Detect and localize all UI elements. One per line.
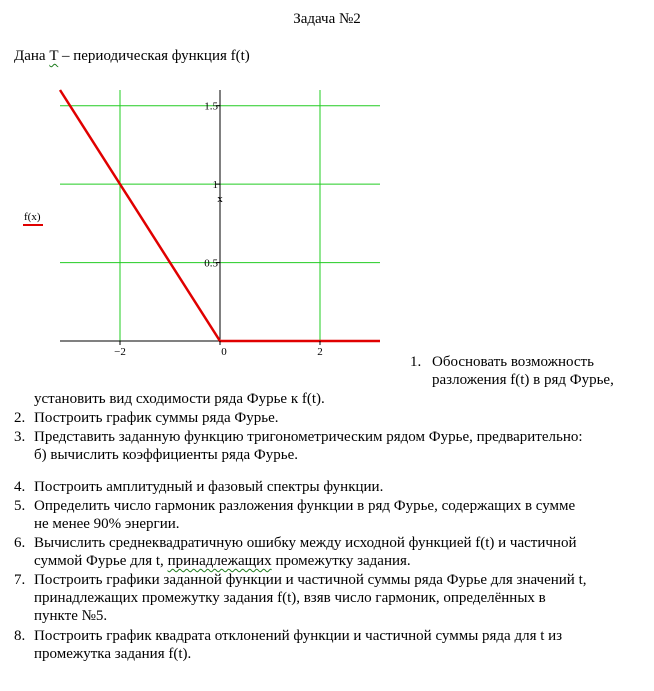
list-item-5-cont <box>34 515 180 533</box>
x-tick-label-0: −2 <box>114 346 126 358</box>
item-number: 1. <box>410 354 422 370</box>
item-text: пункте №5. <box>34 608 108 624</box>
item-text: Обосновать возможность <box>432 354 594 370</box>
list-item-1-cont <box>432 371 614 389</box>
list-item-2 <box>14 409 279 427</box>
list-item-3 <box>14 428 583 446</box>
plot-axes <box>60 90 380 341</box>
list-item-5 <box>14 497 576 515</box>
list-item-7-cont2 <box>34 607 107 625</box>
item-text: б) вычислить коэффициенты ряда Фурье. <box>34 447 299 463</box>
item-number: 2. <box>14 410 26 426</box>
item-number: 8. <box>14 628 26 644</box>
item-number: 6. <box>14 535 26 551</box>
x-tick-label-1: 0 <box>221 346 227 358</box>
list-item-1-cont2 <box>34 390 325 408</box>
list-item-7 <box>14 571 587 589</box>
item-text: Построить график суммы ряда Фурье. <box>34 410 279 426</box>
item-number: 5. <box>14 498 26 514</box>
page-title: Задача №2 <box>293 11 361 27</box>
item-text: Построить амплитудный и фазовый спектры функции. <box>34 479 384 495</box>
y-tick-label-0: 0.5 <box>204 257 218 270</box>
function-plot <box>0 80 400 370</box>
item-text: Представить заданную функцию тригонометрическим рядом Фурье, предварительно: <box>34 429 583 445</box>
item-text: Построить график квадрата отклонений функции и частичной суммы ряда для t из <box>34 628 563 644</box>
x-tick-label-2: 2 <box>317 346 323 358</box>
list-item-8 <box>14 627 563 645</box>
item-text: Построить графики заданной функции и частичной суммы ряда Фурье для значений t, <box>34 572 587 588</box>
given-suffix: – периодическая функция f(t) <box>58 48 250 64</box>
given-period-symbol: T <box>49 48 59 64</box>
list-item-7-cont <box>34 589 546 607</box>
item-text: принадлежащих промежутку задания f(t), взяв число гармоник, определённых в <box>34 590 546 606</box>
item-text: промежутку задания. <box>271 553 411 569</box>
item-text: разложения f(t) в ряд Фурье, <box>432 372 614 388</box>
item-text: Определить число гармоник разложения функции в ряд Фурье, содержащих в сумме <box>34 498 576 514</box>
y-tick-label-1: 1 <box>212 179 218 192</box>
list-item-3-cont <box>34 446 298 464</box>
item-number: 3. <box>14 429 26 445</box>
given-prefix: Дана <box>14 48 50 64</box>
item-text: суммой Фурье для t, <box>34 553 168 569</box>
x-axis-label: x <box>217 193 223 205</box>
item-text: Вычислить среднеквадратичную ошибку между исходной функцией f(t) и частичной <box>34 535 577 551</box>
item-number: 7. <box>14 572 26 588</box>
y-axis-label: f(x) <box>24 211 41 223</box>
problem-statement <box>14 48 250 65</box>
item-text: промежутка задания f(t). <box>34 646 192 662</box>
item-number: 4. <box>14 479 26 495</box>
item-text: установить вид сходимости ряда Фурье к f(t). <box>34 391 325 407</box>
list-item-8-cont <box>34 645 191 663</box>
item-text: не менее 90% энергии. <box>34 516 180 532</box>
list-item-6-cont <box>34 552 411 570</box>
list-item-6 <box>14 534 577 552</box>
list-item-4 <box>14 478 384 496</box>
plot-ticks <box>114 101 323 358</box>
item-text-flagged: принадлежащих <box>167 553 272 569</box>
y-tick-label-2: 1.5 <box>204 100 218 113</box>
